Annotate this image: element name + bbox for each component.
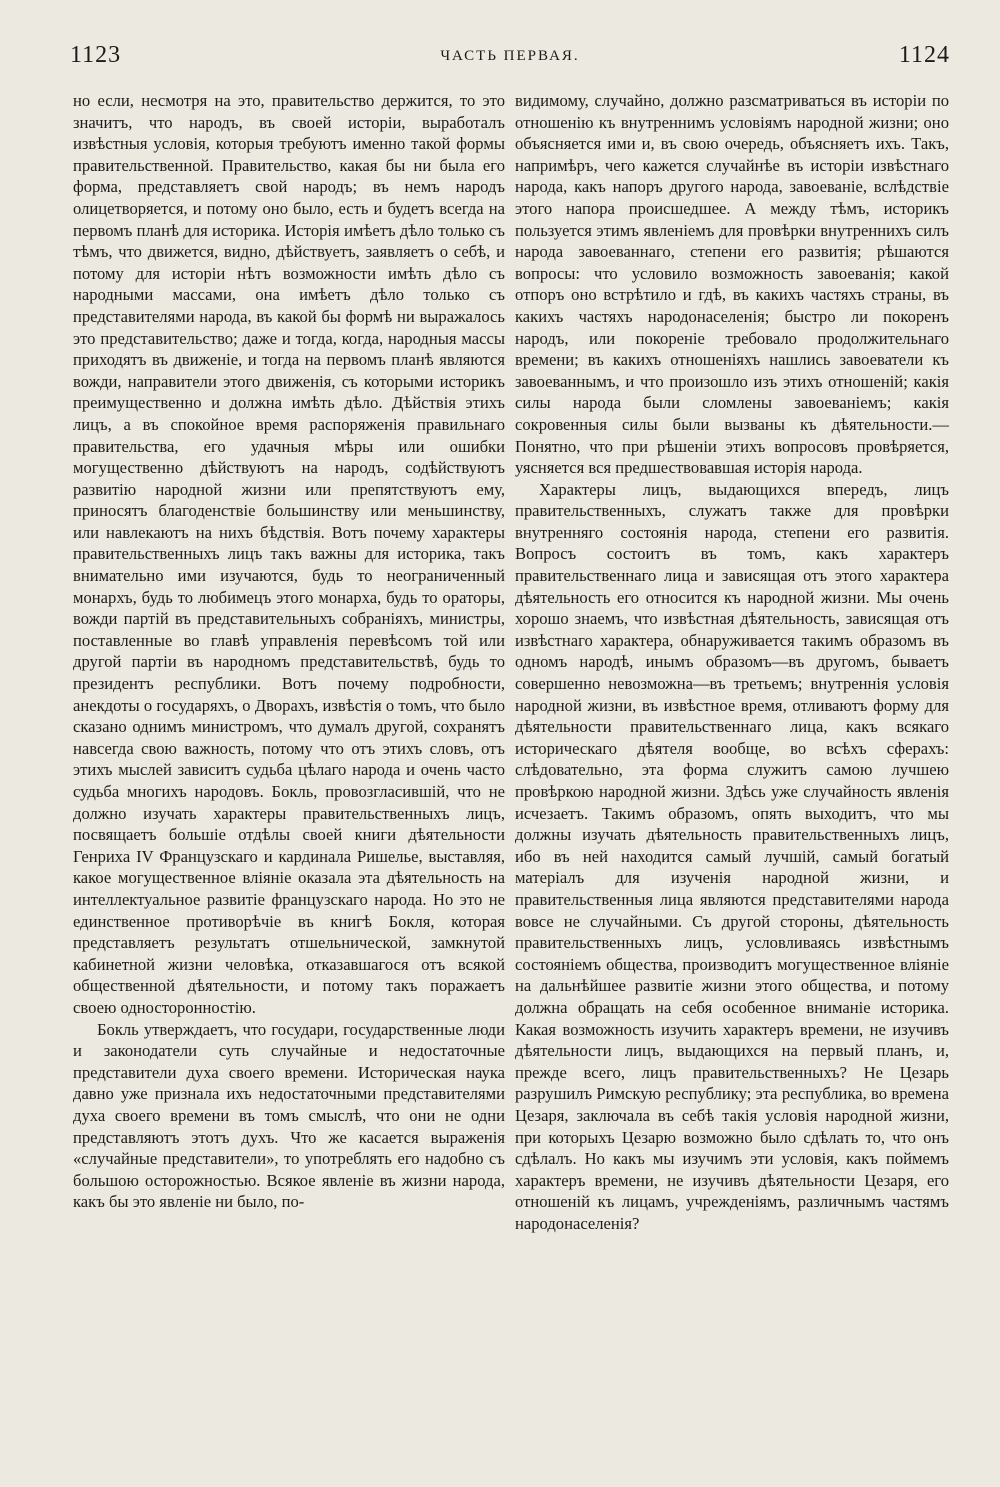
paragraph: Бокль утверждаетъ, что государи, государственные люди и законодатели суть случайные и недостаточные представители духа своего времени. Историческая наука давно уже признала ихъ недостаточными представителями духа своего времени въ томъ смыслѣ, что они не одни представляютъ этотъ духъ. Что же касается выраженія «случайные представители», то употреблять его надобно съ большою осторожностью. Всякое явленіе въ жизни народа, какъ бы это явленіе ни было, по- bbox=[73, 1019, 505, 1212]
page-number-left: 1123 bbox=[70, 42, 122, 68]
right-column bbox=[515, 90, 949, 1234]
running-head: ЧАСТЬ ПЕРВАЯ. bbox=[440, 48, 580, 64]
left-column bbox=[73, 90, 505, 1213]
page-number-right: 1124 bbox=[898, 42, 950, 68]
paragraph: Характеры лицъ, выдающихся впередъ, лицъ правительственныхъ, служатъ также для провѣрки внутренняго состоянія народа, степени его развитія. Вопросъ состоитъ въ томъ, какъ характеръ правительственнаго лица и зависящая отъ этого характера дѣятельность его относится къ народной жизни. Мы очень хорошо знаемъ, что извѣстная дѣятельность, зависящая отъ извѣстнаго характера, обнаруживается такимъ образомъ въ одномъ народѣ, инымъ образомъ—въ другомъ, бываетъ совершенно невозможна—въ третьемъ; внутреннія условія народной жизни, въ извѣстное время, отливаютъ форму для дѣятельности правительственнаго лица, какъ всякаго историческаго дѣятеля вообще, во всѣхъ сферахъ: слѣдовательно, эта форма служитъ самою лучшею провѣркою народной жизни. Здѣсь уже случайность явленія исчезаетъ. Такимъ образомъ, опять выходитъ, что мы должны изучать дѣятельность правительственныхъ лицъ, ибо въ ней находится самый лучшій, самый богатый матеріалъ для изученія народной жизни, и правительственныя лица являются представителями народа вовсе не случайными. Съ другой стороны, дѣятельность правительственныхъ лицъ, условливаясь извѣстнымъ состояніемъ общества, производитъ могущественное вліяніе на дальнѣйшее развитіе жизни этого общества, и потому должна обращать на себя особенное вниманіе историка. Какая возможность изучить характеръ времени, не изучивъ дѣятельности лицъ, выдающихся на первый планъ, и, прежде всего, лицъ правительственныхъ? Не Цезарь разрушилъ Римскую республику; эта республика, во времена Цезаря, заключала въ себѣ такія условія народной жизни, при которыхъ Цезарю возможно было сдѣлать то, что онъ сдѣлалъ. Но какъ мы изучимъ эти условія, какъ поймемъ характеръ времени, не изучивъ дѣятельности Цезаря, его отношеній къ лицамъ, учрежденіямъ, различнымъ частямъ народонаселенія? bbox=[515, 479, 949, 1233]
paragraph: но если, несмотря на это, правительство держится, то это значитъ, что народъ, въ своей исторіи, выработалъ извѣстныя условія, которыя требуютъ именно такой формы правительственной. Правительство, какая бы ни была его форма, представляетъ свой народъ; въ немъ народъ олицетворяется, и потому оно было, есть и будетъ всегда на первомъ планѣ для историка. Исторія имѣетъ дѣло только съ тѣмъ, что движется, видно, дѣйствуетъ, заявляетъ о себѣ, и потому для исторіи нѣтъ возможности имѣть дѣло съ народными массами, она имѣетъ дѣло только съ представителями народа, въ какой бы формѣ ни выражалось это представительство; даже и тогда, когда, народныя массы приходятъ въ движеніе, и тогда на первомъ планѣ являются вожди, направители этого движенія, съ которыми историкъ преимущественно и должна имѣть дѣло. Дѣйствія этихъ лицъ, а въ спокойное время распоряженія правильнаго правительства, его удачныя мѣры или ошибки могущественно дѣйствуютъ на народъ, содѣйствуютъ развитію народной жизни или препятствуютъ ему, приносятъ благоденствіе большинству или меньшинству, или навлекаютъ на нихъ бѣдствія. Вотъ почему характеры правительственныхъ лицъ такъ важны для историка, такъ внимательно ими изучаются, будь то неограниченный монархъ, будь то любимецъ этого монарха, будь то ораторы, вожди партій въ представительныхъ собраніяхъ, министры, поставленные во главѣ управленія перевѣсомъ той или другой партіи въ народномъ представительствѣ, будь то президентъ республики. Вотъ почему подробности, анекдоты о государяхъ, о Дворахъ, извѣстія о томъ, что было сказано однимъ министромъ, что думалъ другой, сохранятъ навсегда свою важность, потому что отъ этихъ словъ, отъ этихъ мыслей зависитъ судьба цѣлаго народа и очень часто судьба многихъ народовъ. Бокль, провозгласившій, что не должно изучать характеры правительственныхъ лицъ, посвящаетъ большіе отдѣлы своей книги дѣятельности Генриха IV Французскаго и кардинала Ришелье, выставляя, какое могущественное вліяніе оказала эта дѣятельность на интеллектуальное развитіе французскаго народа. Но это не единственное противорѣчіе въ книгѣ Бокля, которая представляетъ результатъ отшельнической, замкнутой кабинетной жизни человѣка, отказавшагося отъ всякой общественной дѣятельности, и потому такъ поражаетъ своею односторонностію. bbox=[73, 91, 505, 1017]
paragraph: видимому, случайно, должно разсматриваться въ исторіи по отношенію къ внутреннимъ условіямъ народной жизни; оно объясняется ими и, въ свою очередь, объясняетъ ихъ. Такъ, напримѣръ, чего кажется случайнѣе въ исторіи извѣстнаго народа, какъ напоръ другого народа, завоеваніе, вслѣдствіе этого напора происшедшее. А между тѣмъ, историкъ пользуется этимъ явленіемъ для провѣрки внутреннихъ силъ народа завоеваннаго, степени его развитія; рѣшаются вопросы: что условило возможность завоеванія; какой отпоръ оно встрѣтило и гдѣ, въ какихъ частяхъ страны, въ какихъ частяхъ народонаселенія; быстро ли покоренъ народъ, или покореніе требовало продолжительнаго времени; въ какихъ отношеніяхъ нашлись завоеватели къ завоеваннымъ, и что произошло изъ этихъ отношеній; какія силы народа были сломлены завоеваніемъ; какія сокровенныя силы были вызваны къ дѣятельности.— Понятно, что при рѣшеніи этихъ вопросовъ провѣряется, уясняется вся предшествовавшая исторія народа. bbox=[515, 91, 949, 478]
page-header bbox=[70, 42, 950, 78]
